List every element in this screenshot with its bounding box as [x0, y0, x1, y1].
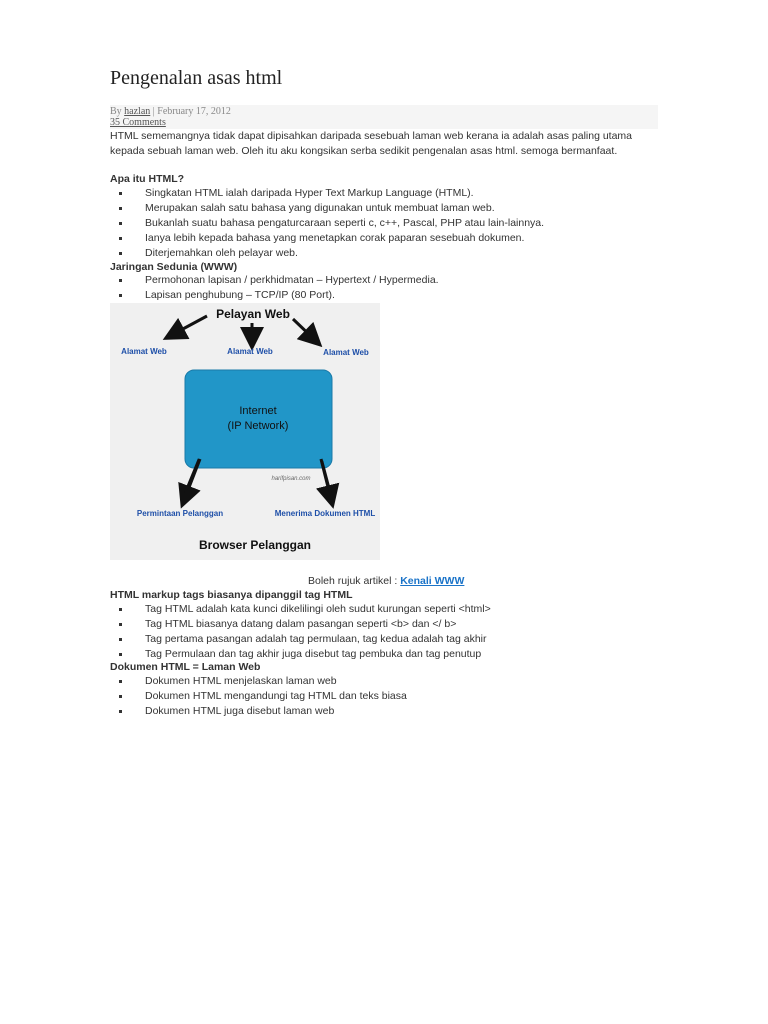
list-item: Tag HTML biasanya datang dalam pasangan seperti <b> dan </ b> — [110, 617, 491, 632]
byline — [110, 106, 231, 117]
list-dokumen-html — [110, 674, 407, 719]
post-date: | February 17, 2012 — [152, 106, 231, 117]
list-item: Lapisan penghubung – TCP/IP (80 Port). — [110, 288, 439, 303]
comments-link[interactable]: 35 Comments — [110, 117, 166, 128]
kenali-www-link[interactable]: Kenali WWW — [400, 575, 465, 587]
section-heading-apa-itu-html: Apa itu HTML? — [110, 173, 185, 185]
list-item: Merupakan salah satu bahasa yang digunakan untuk membuat laman web. — [110, 201, 544, 216]
section-heading-dokumen-html: Dokumen HTML = Laman Web — [110, 661, 261, 673]
list-html-tags — [110, 602, 491, 662]
internet-box — [185, 370, 332, 468]
receive-label: Menerima Dokumen HTML — [274, 509, 376, 518]
address-label-1: Alamat Web — [121, 347, 167, 356]
list-item: Tag Permulaan dan tag akhir juga disebut tag pembuka dan tag penutup — [110, 647, 491, 662]
page-title: Pengenalan asas html — [110, 67, 283, 89]
list-item: Dokumen HTML menjelaskan laman web — [110, 674, 407, 689]
watermark-text: harifpisan.com — [271, 476, 311, 482]
section-heading-www: Jaringan Sedunia (WWW) — [110, 261, 238, 273]
arrow-left — [168, 316, 207, 337]
list-item: Diterjemahkan oleh pelayar web. — [110, 246, 544, 261]
browser-label: Browser Pelanggan — [198, 538, 312, 552]
ip-network-label: (IP Network) — [227, 420, 289, 432]
address-label-2: Alamat Web — [227, 347, 273, 356]
arrow-right — [293, 319, 318, 343]
list-item: Ianya lebih kepada bahasa yang menetapkan corak paparan sesebuah dokumen. — [110, 231, 544, 246]
list-item: Bukanlah suatu bahasa pengaturcaraan seperti c, c++, Pascal, PHP atau lain-lainnya. — [110, 216, 544, 231]
request-label: Permintaan Pelanggan — [136, 509, 224, 518]
list-apa-itu-html — [110, 186, 544, 261]
author-link[interactable]: hazlan — [124, 106, 151, 117]
address-label-3: Alamat Web — [323, 348, 369, 357]
list-www — [110, 273, 439, 303]
post-meta — [110, 105, 658, 129]
intro-paragraph: HTML sememangnya tidak dapat dipisahkan daripada sesebuah laman web kerana ia adalah asas paling utama kepada sebuah laman web. Oleh itu aku kongsikan serba sedikit pengenalan asas html. semoga bermanfaat. — [110, 130, 633, 157]
web-diagram — [110, 303, 380, 560]
by-label: By — [110, 106, 122, 117]
list-item: Tag pertama pasangan adalah tag permulaan, tag kedua adalah tag akhir — [110, 632, 491, 647]
list-item: Dokumen HTML juga disebut laman web — [110, 704, 407, 719]
server-label: Pelayan Web — [216, 307, 290, 321]
list-item: Permohonan lapisan / perkhidmatan – Hypertext / Hypermedia. — [110, 273, 439, 288]
list-item: Tag HTML adalah kata kunci dikelilingi oleh sudut kurungan seperti <html> — [110, 602, 491, 617]
reference-text: Boleh rujuk artikel : — [308, 575, 401, 587]
section-heading-html-tags: HTML markup tags biasanya dipanggil tag HTML — [110, 589, 353, 601]
reference-line — [308, 575, 464, 587]
internet-label: Internet — [239, 405, 277, 417]
list-item: Singkatan HTML ialah daripada Hyper Text Markup Language (HTML). — [110, 186, 544, 201]
list-item: Dokumen HTML mengandungi tag HTML dan teks biasa — [110, 689, 407, 704]
web-diagram-image — [110, 303, 380, 560]
